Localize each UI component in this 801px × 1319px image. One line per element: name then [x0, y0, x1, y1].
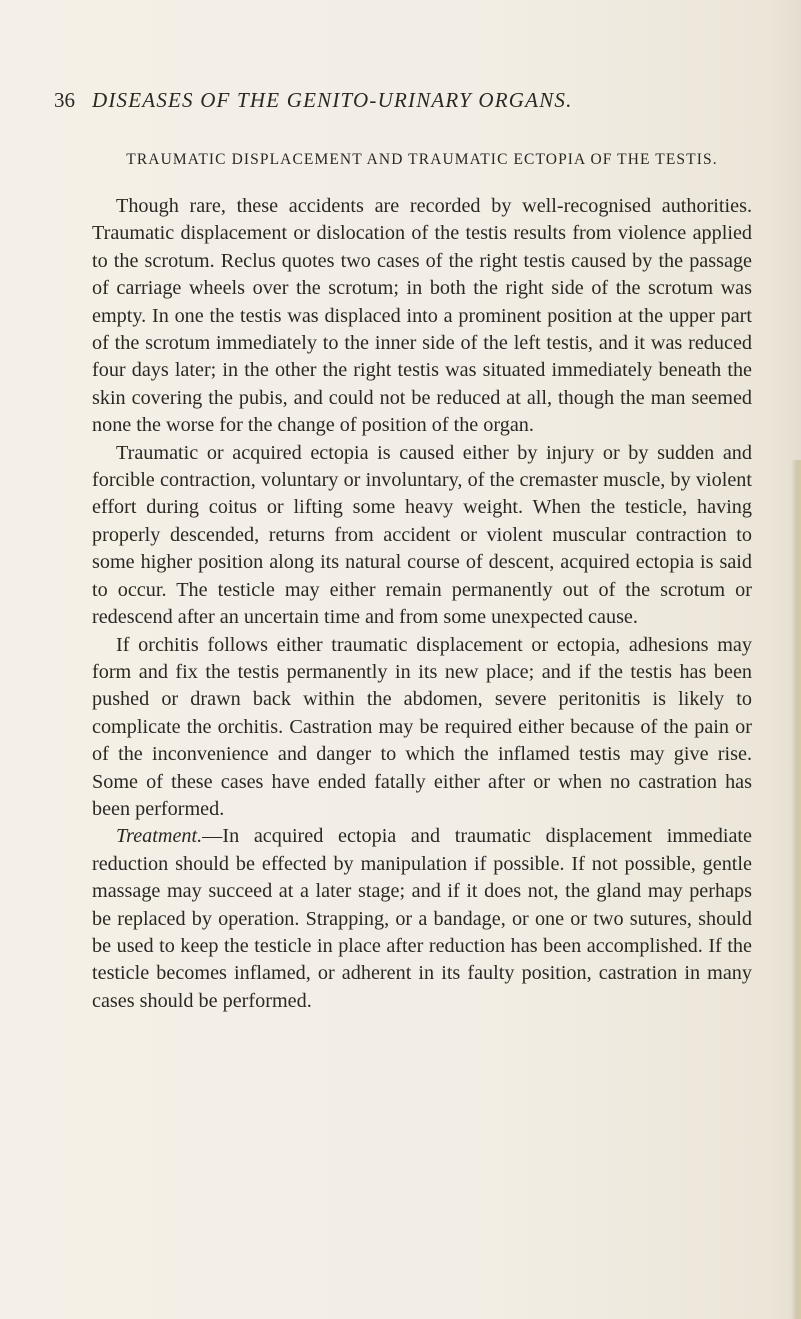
section-heading: TRAUMATIC DISPLACEMENT AND TRAUMATIC ECTOPIA OF THE TESTIS.: [126, 151, 718, 168]
body-text: [92, 193, 752, 1015]
page-number: 36: [54, 88, 75, 112]
treatment-text: —In acquired ectopia and traumatic displacement immediate reduction should be effected by manipulation if possible. If not possible, gentle massage may succeed at a later stage; and if it does not, the gland may perhaps be replaced by operation. Strapping, or a bandage, or one or two sutures, should be used to keep the testicle in place after reduction has been accomplished. If the testicle becomes inflamed, or adherent in its faulty position, castration in many cases should be performed.: [92, 825, 752, 1012]
paragraph: If orchitis follows either traumatic displacement or ectopia, adhesions may form and fix the testis permanently in its new place; and if the testis has been pushed or drawn back within the abdomen, severe peritonitis is likely to complicate the orchitis. Castration may be required either because of the pain or of the inconvenience and danger to which the inflamed testis may give rise. Some of these cases have ended fatally either after or when no castration has been performed.: [92, 633, 752, 820]
page-edge-shadow: [791, 460, 801, 1319]
running-title: DISEASES OF THE GENITO-URINARY ORGANS.: [92, 88, 573, 112]
treatment-label: Treatment.: [116, 825, 203, 848]
paragraph: Traumatic or acquired ectopia is caused either by injury or by sudden and forcible contraction, voluntary or involuntary, of the cremaster muscle, by violent effort during coitus or lifting some heavy weight. When the testicle, having properly descended, returns from accident or violent muscular contraction to some higher position along its natural course of descent, acquired ectopia is said to occur. The testicle may either remain permanently out of the scrotum or redescend after an uncertain time and from some unexpected cause.: [92, 441, 752, 629]
paragraph: Though rare, these accidents are recorded by well-recognised authorities. Traumatic displacement or dislocation of the testis results from violence applied to the scrotum. Reclus quotes two cases of the right testis caused by the passage of carriage wheels over the scrotum; in both the right side of the scrotum was empty. In one the testis was displaced into a prominent position at the upper part of the scrotum immediately to the inner side of the left testis, and it was reduced four days later; in the other the right testis was situated immediately beneath the skin covering the pubis, and could not be reduced at all, though the man seemed none the worse for the change of position of the organ.: [92, 195, 752, 437]
running-head: [54, 88, 754, 118]
treatment-paragraph: [92, 823, 752, 1015]
